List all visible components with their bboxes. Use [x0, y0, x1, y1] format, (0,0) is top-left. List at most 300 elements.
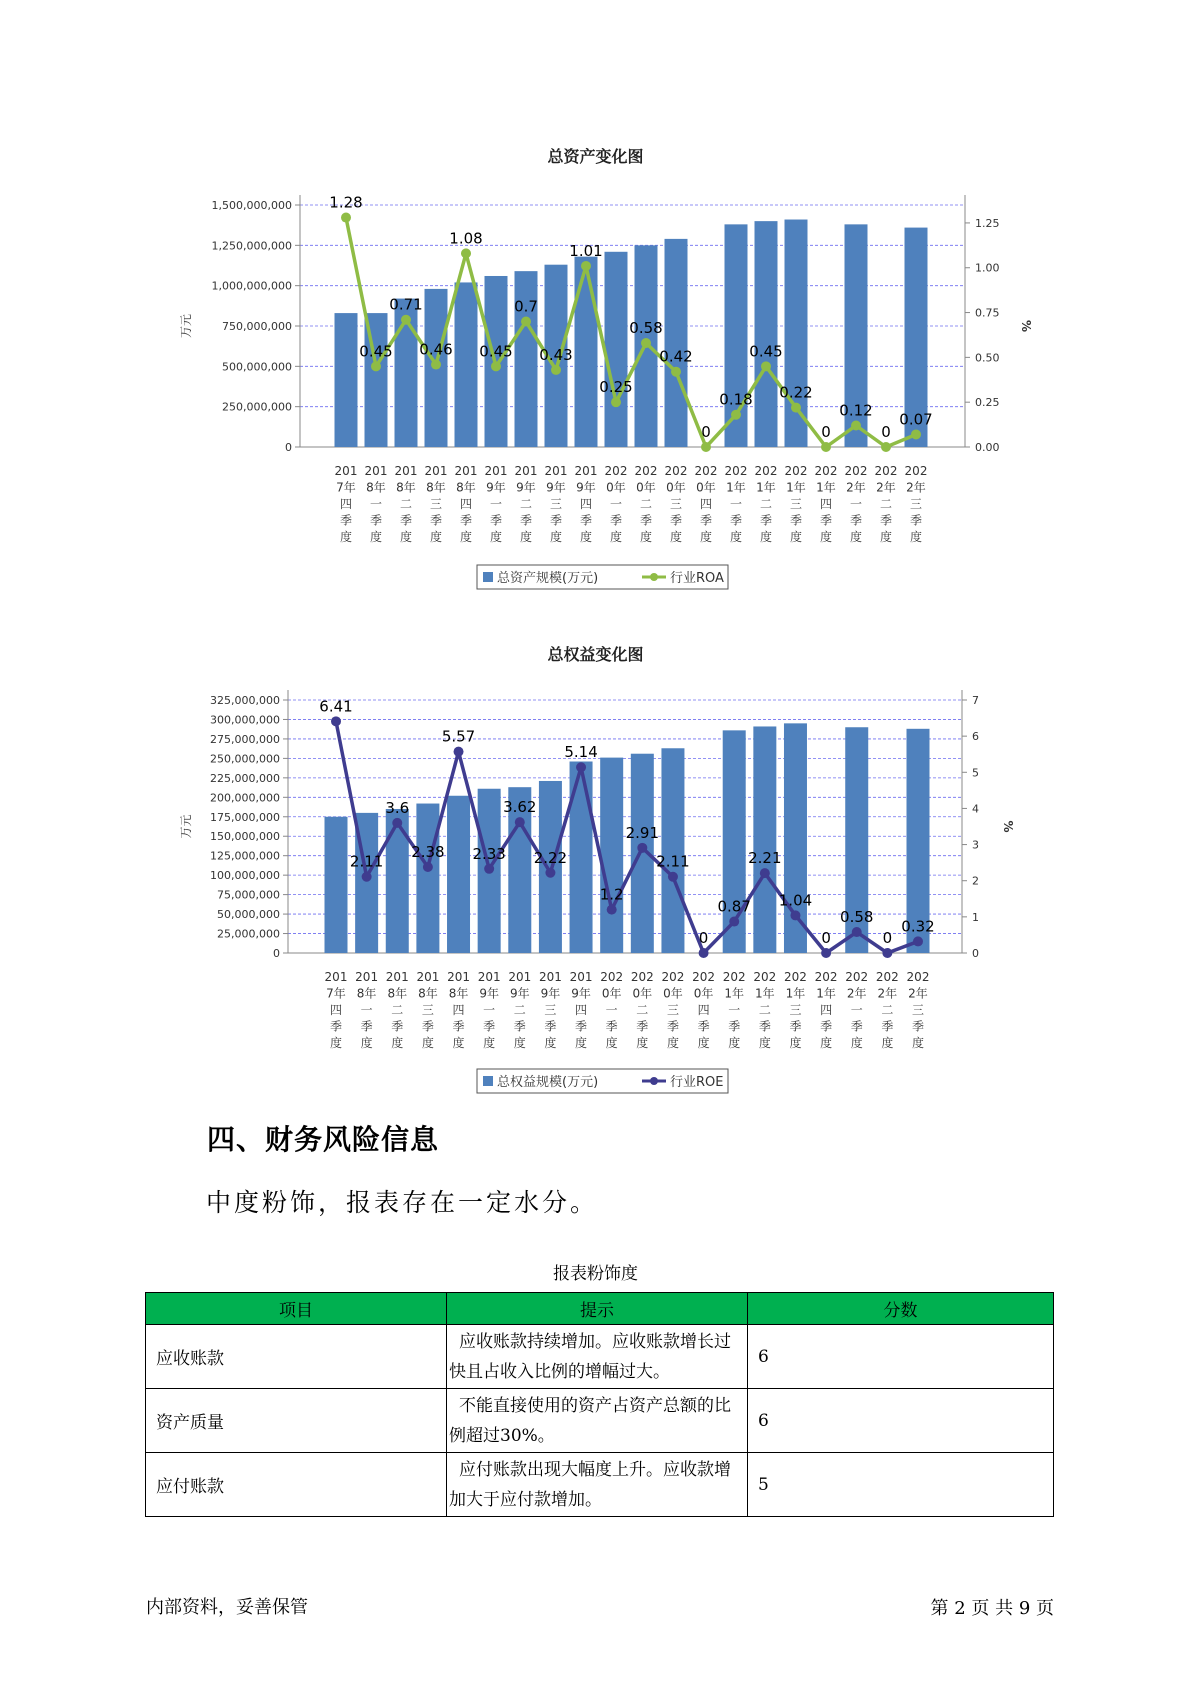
legend-bar-label: 总资产规模(万元) [497, 571, 599, 586]
data-label: 0.45 [479, 342, 513, 361]
x-tick-label: 201 [569, 970, 593, 984]
data-label: 3.62 [503, 798, 537, 817]
line-point [362, 872, 372, 882]
line-point [545, 868, 555, 878]
y-tick-label: 1,500,000,000 [211, 199, 292, 212]
x-tick-label-part: 度 [789, 530, 803, 544]
data-label: 1.28 [329, 193, 363, 212]
row-tip: 应收账款持续增加。应收账款增长过快且占收入比例的增幅过大。 [447, 1325, 748, 1389]
x-tick-label-part: 度 [639, 530, 653, 544]
x-tick-label-part: 9年 [576, 480, 596, 495]
x-tick-label: 201 [508, 970, 532, 984]
x-tick-label-part: 一 [729, 497, 743, 511]
x-tick-label-part: 季 [911, 1019, 925, 1034]
x-tick-label-part: 季 [452, 1019, 465, 1034]
x-tick-label-part: 季 [391, 1019, 404, 1034]
legend-line-label: 行业ROA [670, 571, 724, 586]
x-tick-label-part: 季 [669, 513, 683, 528]
x-tick-label-part: 四 [459, 497, 473, 511]
y2-tick-label: 1 [972, 910, 979, 924]
x-tick-label-part: 季 [666, 1019, 679, 1034]
y-tick-label: 125,000,000 [210, 849, 280, 863]
x-tick-label-part: 7年 [326, 986, 346, 1001]
x-tick-label-part: 8年 [418, 986, 438, 1001]
x-tick-label-part: 二 [391, 1003, 404, 1017]
x-tick-label-part: 一 [360, 1003, 373, 1017]
footer-confidential: 内部资料，妥善保管 [146, 1597, 308, 1618]
x-tick-label-part: 2年 [846, 986, 867, 1001]
x-tick-label-part: 8年 [366, 480, 386, 495]
y2-tick-label: 0.25 [975, 396, 1000, 410]
x-tick-label-part: 季 [421, 1019, 434, 1034]
x-tick-label-part: 度 [729, 530, 743, 544]
x-tick-label-part: 二 [636, 1003, 649, 1017]
x-tick-label-part: 三 [429, 497, 443, 511]
line-point [668, 872, 678, 882]
x-tick-label-part: 季 [459, 513, 473, 528]
x-tick-label-part: 9年 [509, 986, 530, 1001]
footer-page-number: 第 2 页 共 9 页 [930, 1598, 1054, 1619]
x-tick-label-part: 度 [513, 1036, 526, 1050]
x-tick-label-part: 1年 [816, 480, 836, 495]
x-tick-label-part: 四 [339, 497, 353, 511]
y-tick-label: 225,000,000 [210, 771, 280, 785]
x-tick-label-part: 度 [421, 1036, 434, 1050]
x-tick-label-part: 四 [579, 497, 593, 511]
y2-tick-label: 0.00 [975, 441, 1000, 454]
y2-tick-label: 0 [972, 947, 979, 960]
x-tick-label-part: 0年 [693, 986, 714, 1001]
x-tick-label-part: 季 [609, 513, 623, 528]
x-tick-label-part: 季 [789, 1019, 802, 1034]
x-tick-label-part: 度 [544, 1036, 557, 1050]
x-tick-label-part: 1年 [786, 480, 806, 495]
x-tick-label-part: 0年 [663, 986, 683, 1001]
x-tick-label: 202 [784, 970, 807, 984]
x-tick-label-part: 三 [549, 497, 563, 511]
x-tick-label-part: 1年 [726, 480, 746, 495]
y-tick-label: 150,000,000 [210, 830, 280, 844]
x-tick-label-part: 度 [399, 530, 413, 544]
bar [661, 748, 684, 953]
x-tick-label-part: 三 [789, 1003, 802, 1017]
x-tick-label: 202 [814, 464, 838, 478]
data-label: 2.33 [472, 844, 506, 863]
x-tick-label: 202 [664, 464, 688, 478]
x-tick-label-part: 季 [789, 513, 803, 528]
x-tick-label-part: 度 [609, 530, 623, 544]
y-tick-label: 175,000,000 [210, 810, 280, 824]
x-tick-label-part: 季 [369, 513, 383, 528]
data-label: 0.32 [901, 917, 935, 936]
x-tick-label: 202 [784, 464, 808, 478]
x-tick-label-part: 二 [519, 497, 533, 511]
x-tick-label-part: 二 [758, 1003, 771, 1017]
x-tick-label-part: 度 [605, 1036, 618, 1050]
line-point [821, 948, 831, 958]
x-tick-label-part: 三 [911, 1003, 925, 1017]
x-tick-label-part: 度 [669, 530, 683, 544]
x-tick-label-part: 季 [489, 513, 503, 528]
x-tick-label-part: 度 [391, 1036, 404, 1050]
bar [386, 809, 409, 953]
x-tick-label-part: 三 [544, 1003, 557, 1017]
x-tick-label-part: 0年 [666, 480, 686, 495]
x-tick-label: 201 [394, 464, 418, 478]
x-tick-label-part: 2年 [877, 986, 898, 1001]
x-tick-label: 201 [574, 464, 598, 478]
data-label: 3.6 [385, 798, 410, 817]
x-tick-label: 201 [454, 464, 478, 478]
x-tick-label-part: 1年 [724, 986, 745, 1001]
x-tick-label-part: 季 [758, 1019, 771, 1034]
y2-tick-label: 3 [972, 838, 979, 852]
x-tick-label: 202 [753, 970, 777, 984]
x-tick-label-part: 度 [369, 530, 383, 544]
x-tick-label-part: 8年 [387, 986, 408, 1001]
data-label: 6.41 [319, 697, 353, 716]
x-tick-label-part: 8年 [448, 986, 469, 1001]
x-tick-label: 201 [544, 464, 568, 478]
x-tick-label-part: 度 [879, 530, 893, 544]
x-tick-label-part: 度 [881, 1036, 894, 1050]
row-item: 应付账款 [146, 1453, 447, 1517]
x-tick-label-part: 度 [911, 1036, 925, 1050]
data-label: 0.07 [899, 410, 933, 429]
bar [416, 804, 439, 953]
x-tick-label-part: 三 [421, 1003, 434, 1017]
x-tick-label-part: 季 [483, 1019, 496, 1034]
row-item: 应收账款 [146, 1325, 447, 1389]
y2-tick-label: 0.75 [975, 306, 1000, 320]
x-tick-label: 201 [484, 464, 508, 478]
data-label: 1.08 [449, 229, 483, 248]
x-tick-label: 201 [355, 970, 379, 984]
x-tick-label: 201 [477, 970, 501, 984]
x-tick-label-part: 度 [329, 1036, 343, 1050]
x-tick-label-part: 季 [549, 513, 563, 528]
x-tick-label-part: 一 [728, 1003, 741, 1017]
x-tick-label-part: 度 [697, 1036, 710, 1050]
table-row [146, 1325, 1054, 1389]
x-tick-label-part: 四 [820, 1003, 833, 1017]
x-tick-label: 202 [844, 464, 868, 478]
x-tick-label-part: 季 [909, 513, 923, 528]
row-score: 5 [748, 1453, 1054, 1517]
line-point [607, 905, 617, 915]
y2-axis-title: % [1019, 319, 1033, 333]
x-tick-label: 201 [364, 464, 388, 478]
line-point [790, 910, 800, 920]
data-label: 0 [821, 423, 831, 441]
x-tick-label-part: 度 [820, 1036, 833, 1050]
x-tick-label-part: 季 [699, 513, 713, 528]
x-tick-label-part: 8年 [356, 986, 377, 1001]
y-tick-label: 0 [285, 441, 292, 454]
x-tick-label: 201 [416, 970, 440, 984]
x-tick-label-part: 一 [369, 497, 383, 511]
x-tick-label-part: 8年 [456, 480, 476, 495]
x-tick-label-part: 度 [759, 530, 773, 544]
x-tick-label-part: 季 [849, 513, 863, 528]
x-tick-label-part: 度 [666, 1036, 679, 1050]
x-tick-label-part: 季 [399, 513, 413, 528]
y-tick-label: 100,000,000 [210, 869, 280, 883]
x-tick-label-part: 一 [850, 1003, 863, 1017]
line-point [515, 817, 525, 827]
x-tick-label: 201 [424, 464, 448, 478]
x-tick-label-part: 季 [575, 1019, 588, 1034]
bar [325, 817, 348, 953]
x-tick-label-part: 度 [636, 1036, 649, 1050]
data-label: 0 [698, 929, 709, 947]
line-point [852, 927, 862, 937]
x-tick-label-part: 三 [669, 497, 683, 511]
x-tick-label-part: 三 [666, 1003, 679, 1017]
x-tick-label: 202 [604, 464, 628, 478]
risk-summary: 中度粉饰，报表存在一定水分。 [206, 1188, 599, 1217]
y-tick-label: 750,000,000 [222, 320, 292, 333]
row-tip: 不能直接使用的资产占资产总额的比例超过30%。 [447, 1389, 748, 1453]
x-tick-label-part: 四 [699, 497, 713, 511]
x-tick-label: 202 [845, 970, 869, 984]
x-tick-label-part: 二 [639, 497, 653, 511]
x-tick-label-part: 四 [452, 1003, 465, 1017]
y2-tick-label: 5 [972, 766, 979, 780]
x-tick-label-part: 四 [697, 1003, 710, 1017]
line-point [576, 762, 586, 772]
data-label: 0.71 [389, 295, 423, 314]
x-tick-label: 202 [904, 464, 928, 478]
x-tick-label-part: 度 [459, 530, 473, 544]
x-tick-label-part: 度 [789, 1036, 802, 1050]
bar [447, 796, 470, 953]
data-label: 0.58 [629, 319, 663, 338]
row-item: 资产质量 [146, 1389, 447, 1453]
x-tick-label-part: 三 [909, 497, 923, 511]
x-tick-label-part: 季 [728, 1019, 741, 1034]
x-tick-label-part: 度 [483, 1036, 496, 1050]
x-tick-label-part: 季 [881, 1019, 894, 1034]
data-label: 0.46 [419, 340, 453, 359]
x-tick-label-part: 2年 [876, 480, 896, 495]
x-tick-label-part: 2年 [906, 480, 926, 495]
risk-table [145, 1292, 1054, 1517]
x-tick-label: 202 [634, 464, 658, 478]
y-tick-label: 500,000,000 [222, 360, 292, 374]
x-tick-label-part: 季 [729, 513, 743, 528]
data-label: 2.11 [656, 852, 690, 871]
line-point [882, 948, 892, 958]
x-tick-label-part: 度 [452, 1036, 465, 1050]
x-tick-label: 202 [874, 464, 898, 478]
x-tick-label: 201 [324, 970, 348, 984]
x-tick-label-part: 季 [360, 1019, 373, 1034]
row-score: 6 [748, 1389, 1054, 1453]
x-tick-label-part: 9年 [546, 480, 566, 495]
data-label: 2.21 [748, 849, 782, 868]
y-tick-label: 0 [273, 947, 280, 960]
x-tick-label-part: 度 [489, 530, 503, 544]
x-tick-label-part: 季 [759, 513, 773, 528]
x-tick-label-part: 0年 [606, 480, 626, 495]
x-tick-label-part: 季 [639, 513, 653, 528]
x-tick-label-part: 度 [758, 1036, 771, 1050]
x-tick-label-part: 四 [575, 1003, 588, 1017]
x-tick-label-part: 9年 [516, 480, 536, 495]
y2-tick-label: 0.50 [975, 351, 1000, 365]
x-tick-label: 202 [692, 970, 716, 984]
x-tick-label-part: 四 [329, 1003, 343, 1017]
x-tick-label-part: 季 [636, 1019, 649, 1034]
x-tick-label-part: 一 [609, 497, 623, 511]
x-tick-label-part: 2年 [908, 986, 928, 1001]
y-tick-label: 1,250,000,000 [211, 239, 292, 253]
x-tick-label: 202 [694, 464, 718, 478]
y-axis-title: 万元 [179, 814, 193, 839]
data-label: 2.22 [533, 848, 568, 867]
x-tick-label: 201 [385, 970, 409, 984]
y2-tick-label: 1.00 [975, 261, 1000, 275]
x-tick-label-part: 二 [513, 1003, 526, 1017]
data-label: 0 [821, 929, 831, 947]
data-label: 2.91 [625, 823, 660, 842]
data-label: 0 [882, 929, 893, 947]
x-tick-label-part: 二 [399, 497, 413, 511]
data-label: 1.04 [778, 891, 813, 910]
x-tick-label-part: 1年 [816, 986, 836, 1001]
row-tip: 应付账款出现大幅度上升。应收款增加大于应付款增加。 [447, 1453, 748, 1517]
x-tick-label: 201 [334, 464, 358, 478]
x-tick-label-part: 三 [789, 497, 803, 511]
data-label: 0.18 [719, 390, 753, 409]
x-tick-label-part: 0年 [601, 986, 622, 1001]
legend-line-marker [650, 1077, 658, 1085]
x-tick-label-part: 9年 [479, 986, 499, 1001]
data-label: 0.12 [839, 401, 873, 420]
x-tick-label-part: 8年 [396, 480, 416, 495]
data-label: 0.7 [514, 297, 538, 316]
data-label: 0.87 [717, 897, 751, 916]
x-tick-label-part: 季 [339, 513, 353, 528]
x-tick-label-part: 1年 [756, 480, 776, 495]
x-tick-label-part: 季 [697, 1019, 710, 1034]
y-axis-title: 万元 [179, 313, 193, 339]
data-label: 0.25 [599, 378, 633, 397]
x-tick-label-part: 四 [819, 497, 833, 511]
x-tick-label-part: 0年 [636, 480, 656, 495]
x-tick-label-part: 0年 [696, 480, 716, 495]
chart2-title: 总权益变化图 [547, 645, 644, 664]
table-caption: 报表粉饰度 [553, 1264, 638, 1284]
x-tick-label-part: 二 [759, 497, 773, 511]
data-label: 2.11 [349, 852, 384, 871]
x-tick-label-part: 度 [549, 530, 563, 544]
line-point [637, 843, 647, 853]
x-tick-label-part: 一 [489, 497, 503, 511]
y-tick-label: 250,000,000 [222, 400, 292, 414]
data-label: 0.43 [539, 345, 573, 364]
y2-tick-label: 4 [972, 802, 979, 816]
x-tick-label: 202 [814, 970, 838, 984]
x-tick-label-part: 2年 [846, 480, 866, 495]
line-point [484, 864, 494, 874]
x-tick-label: 202 [600, 970, 624, 984]
line-point [392, 818, 402, 828]
y-tick-label: 200,000,000 [210, 791, 280, 805]
x-tick-label-part: 9年 [540, 986, 561, 1001]
x-tick-label-part: 季 [544, 1019, 557, 1034]
x-tick-label: 202 [906, 970, 930, 984]
header-score: 分数 [748, 1293, 1054, 1325]
y2-tick-label: 6 [972, 730, 979, 744]
bar [753, 726, 776, 953]
legend-bar-swatch [483, 1076, 493, 1086]
y-tick-label: 25,000,000 [217, 927, 280, 941]
y-tick-label: 50,000,000 [217, 908, 280, 922]
x-tick-label-part: 季 [329, 1019, 343, 1034]
line-point [729, 917, 739, 927]
x-tick-label-part: 7年 [336, 480, 356, 495]
x-tick-label: 202 [630, 970, 654, 984]
y2-tick-label: 7 [972, 694, 979, 707]
x-tick-label-part: 0年 [632, 986, 653, 1001]
x-tick-label-part: 季 [605, 1019, 618, 1034]
x-tick-label-part: 季 [820, 1019, 833, 1034]
x-tick-label: 201 [447, 970, 470, 984]
line-point [454, 747, 464, 757]
data-label: 0.45 [359, 342, 393, 361]
bar [600, 758, 623, 953]
data-label: 0.22 [779, 383, 813, 402]
x-tick-label: 201 [538, 970, 562, 984]
x-tick-label-part: 度 [429, 530, 443, 544]
x-tick-label-part: 二 [879, 497, 893, 511]
x-tick-label-part: 季 [850, 1019, 863, 1034]
x-tick-label: 202 [722, 970, 746, 984]
y-tick-label: 1,000,000,000 [211, 279, 292, 293]
data-label: 0 [701, 423, 711, 441]
x-tick-label-part: 一 [483, 1003, 496, 1017]
x-tick-label: 201 [514, 464, 538, 478]
x-tick-label-part: 度 [519, 530, 533, 544]
data-label: 0.45 [749, 342, 783, 361]
x-tick-label-part: 度 [850, 1036, 863, 1050]
x-tick-label-part: 季 [579, 513, 593, 528]
data-label: 5.57 [441, 727, 476, 746]
x-tick-label-part: 度 [699, 530, 713, 544]
y2-tick-label: 1.25 [975, 216, 1000, 230]
data-label: 1.2 [599, 885, 624, 904]
line-point [423, 862, 433, 872]
x-tick-label-part: 季 [879, 513, 893, 528]
data-label: 0.42 [659, 347, 693, 366]
table-row [146, 1389, 1054, 1453]
x-tick-label-part: 1年 [755, 986, 775, 1001]
data-label: 1.01 [569, 241, 603, 260]
legend-bar-label: 总权益规模(万元) [497, 1075, 599, 1090]
x-tick-label: 202 [661, 970, 685, 984]
y2-tick-label: 2 [972, 874, 979, 888]
x-tick-label-part: 度 [819, 530, 833, 544]
x-tick-label-part: 度 [360, 1036, 373, 1050]
line-point [331, 716, 341, 726]
x-tick-label: 202 [754, 464, 778, 478]
x-tick-label-part: 二 [881, 1003, 894, 1017]
x-tick-label: 202 [724, 464, 748, 478]
x-tick-label-part: 度 [575, 1036, 588, 1050]
y2-axis-title: % [1001, 820, 1015, 833]
